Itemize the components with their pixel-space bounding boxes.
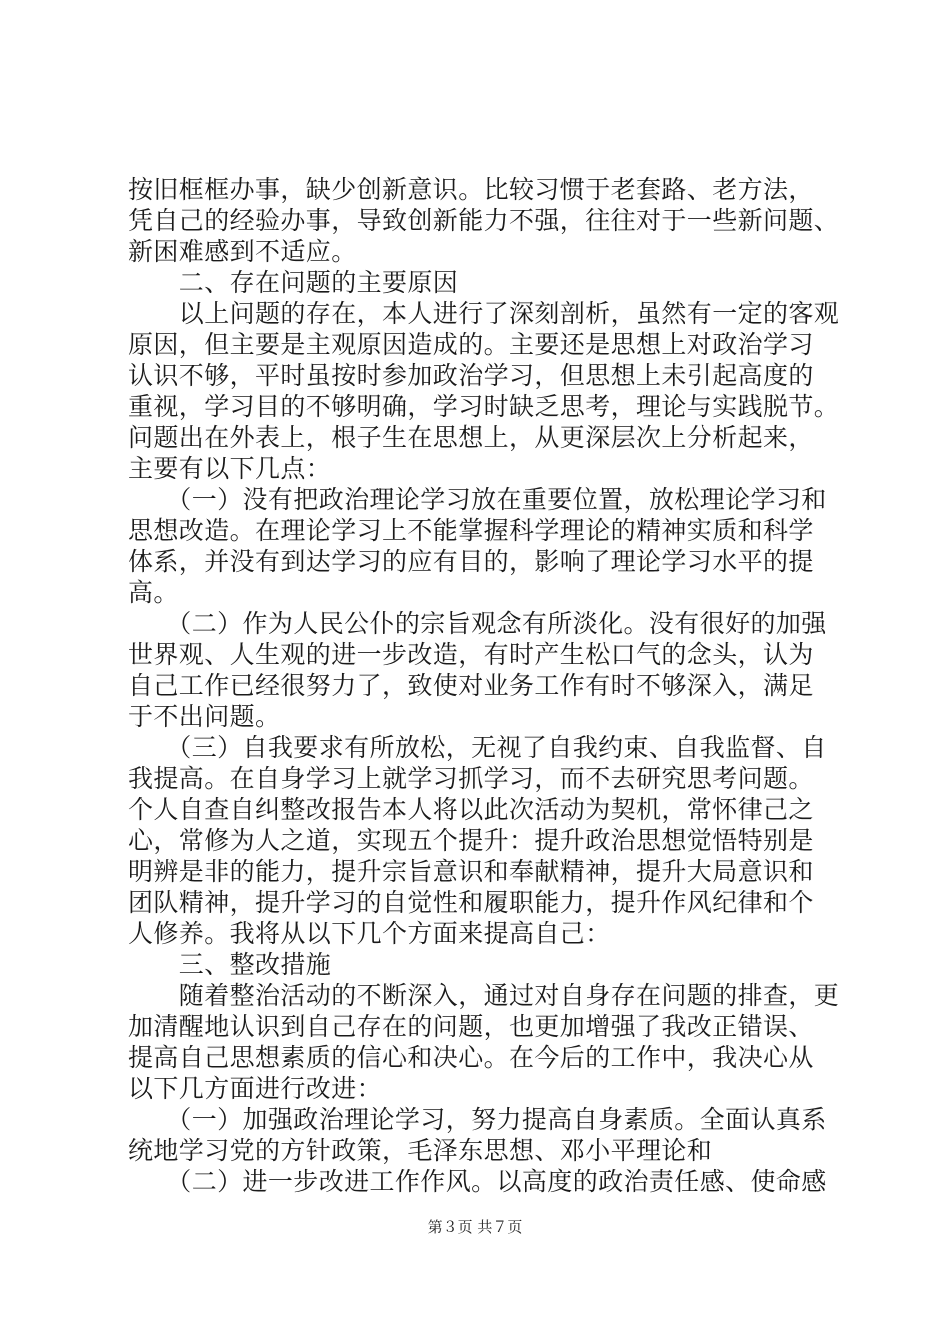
text-line: 个人自查自纠整改报告本人将以此次活动为契机，常怀律己之 xyxy=(128,795,814,824)
text-line: 明辨是非的能力，提升宗旨意识和奉献精神，提升大局意识和 xyxy=(128,857,814,886)
text-line: （一）没有把政治理论学习放在重要位置，放松理论学习和 xyxy=(128,485,827,514)
text-line: 世界观、人生观的进一步改造，有时产生松口气的念头，认为 xyxy=(128,640,814,669)
text-line: （三）自我要求有所放松，无视了自我约束、自我监督、自 xyxy=(128,733,827,762)
text-line: 以下几方面进行改进： xyxy=(128,1074,383,1103)
section-heading: 二、存在问题的主要原因 xyxy=(128,268,459,297)
text-line: 团队精神，提升学习的自觉性和履职能力，提升作风纪律和个 xyxy=(128,888,814,917)
text-line: 按旧框框办事，缺少创新意识。比较习惯于老套路、老方法， xyxy=(128,175,814,204)
text-line: 统地学习党的方针政策，毛泽东思想、邓小平理论和 xyxy=(128,1136,713,1165)
text-line: 认识不够，平时虽按时参加政治学习，但思想上未引起高度的 xyxy=(128,361,814,390)
text-line: 问题出在外表上，根子生在思想上，从更深层次上分析起来， xyxy=(128,423,814,452)
page-number-footer: 第３页 共７页 xyxy=(427,1218,523,1236)
text-line: 以上问题的存在，本人进行了深刻剖析，虽然有一定的客观 xyxy=(128,299,840,328)
text-line: （二）进一步改进工作作风。以高度的政治责任感、使命感 xyxy=(128,1167,827,1196)
text-line: 加清醒地认识到自己存在的问题，也更加增强了我改正错误、 xyxy=(128,1012,814,1041)
text-line: （一）加强政治理论学习，努力提高自身素质。全面认真系 xyxy=(128,1105,827,1134)
text-line: 重视，学习目的不够明确，学习时缺乏思考，理论与实践脱节。 xyxy=(128,392,840,421)
text-line: 于不出问题。 xyxy=(128,702,281,731)
text-line: （二）作为人民公仆的宗旨观念有所淡化。没有很好的加强 xyxy=(128,609,827,638)
text-line: 体系，并没有到达学习的应有目的，影响了理论学习水平的提 xyxy=(128,547,814,576)
text-line: 原因，但主要是主观原因造成的。主要还是思想上对政治学习 xyxy=(128,330,814,359)
text-line: 自己工作已经很努力了，致使对业务工作有时不够深入，满足 xyxy=(128,671,814,700)
text-line: 提高自己思想素质的信心和决心。在今后的工作中，我决心从 xyxy=(128,1043,814,1072)
text-line: 思想改造。在理论学习上不能掌握科学理论的精神实质和科学 xyxy=(128,516,814,545)
text-line: 心，常修为人之道，实现五个提升：提升政治思想觉悟特别是 xyxy=(128,826,814,855)
section-heading: 三、整改措施 xyxy=(128,950,332,979)
text-line: 凭自己的经验办事，导致创新能力不强，往往对于一些新问题、 xyxy=(128,206,840,235)
text-line: 高。 xyxy=(128,578,179,607)
text-line: 主要有以下几点： xyxy=(128,454,332,483)
text-line: 新困难感到不适应。 xyxy=(128,237,357,266)
text-line: 我提高。在自身学习上就学习抓学习，而不去研究思考问题。 xyxy=(128,764,814,793)
text-line: 随着整治活动的不断深入，通过对自身存在问题的排查，更 xyxy=(128,981,840,1010)
text-line: 人修养。我将从以下几个方面来提高自己： xyxy=(128,919,611,948)
document-body xyxy=(128,174,840,1197)
